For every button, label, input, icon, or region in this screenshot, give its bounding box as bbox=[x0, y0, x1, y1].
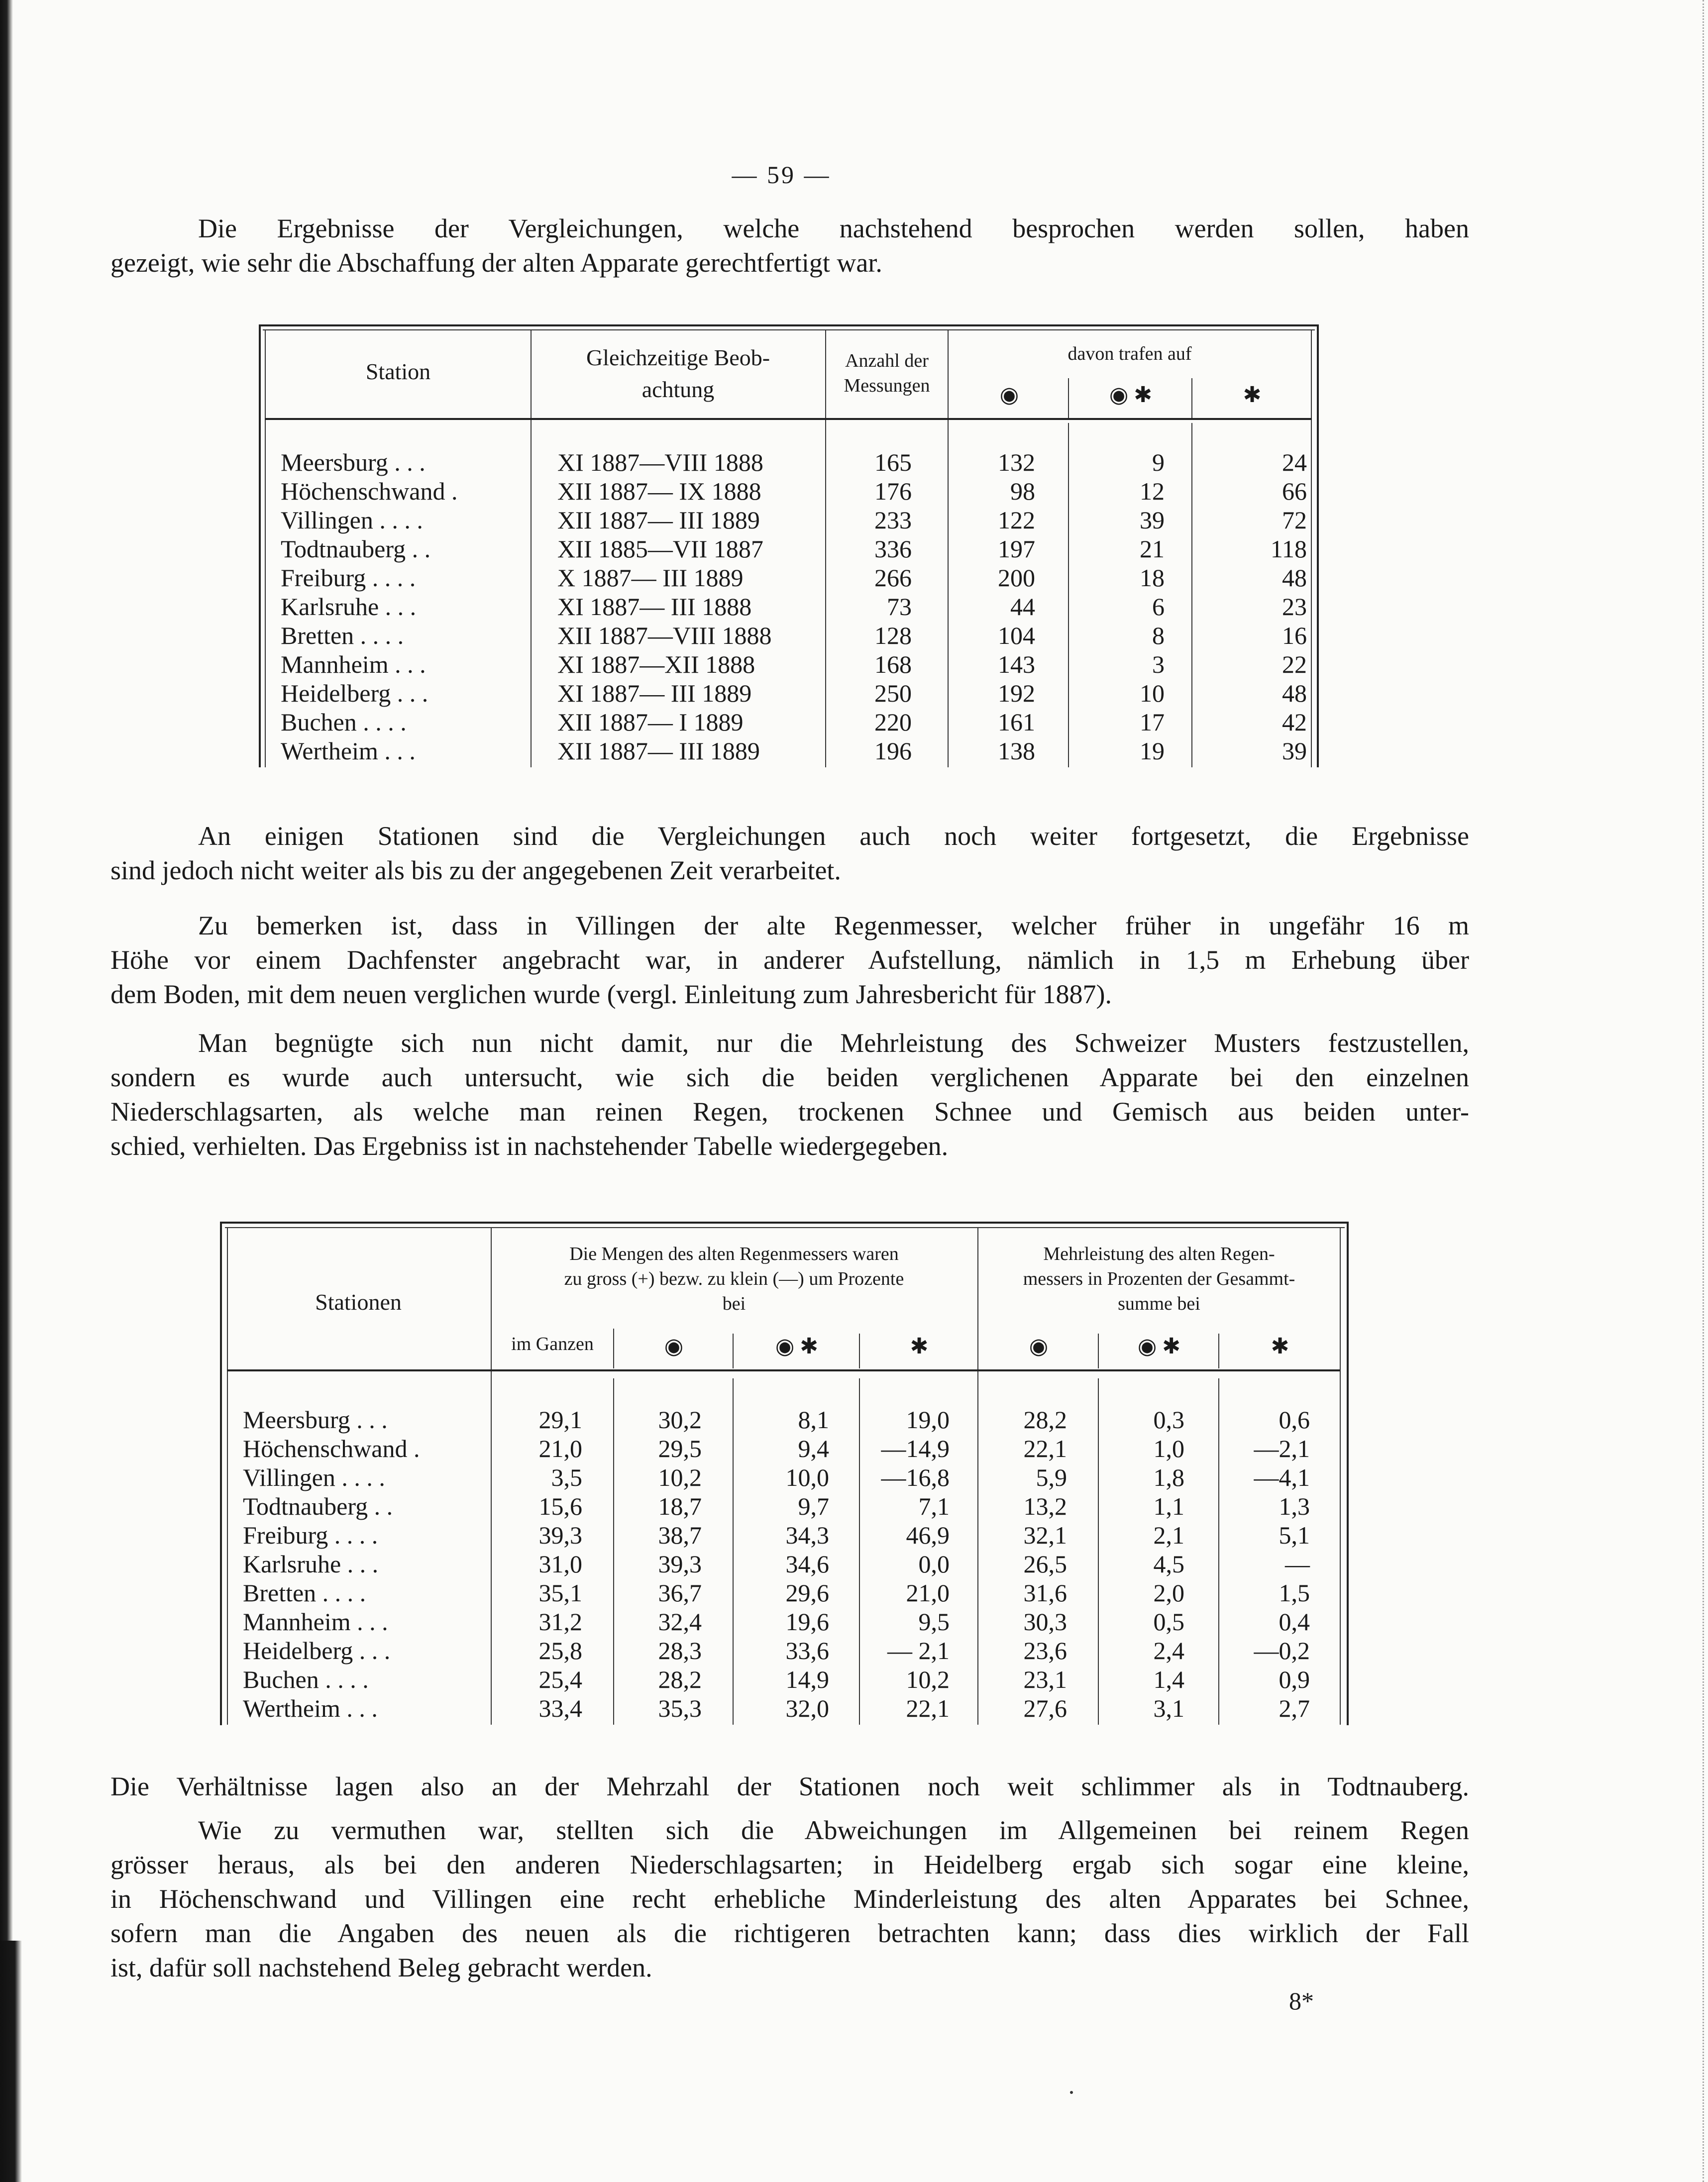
table1-cell-count: 128 bbox=[874, 622, 912, 649]
table1-cell-snow: 24 bbox=[1282, 448, 1307, 476]
table2-cell-rain: 32,4 bbox=[658, 1608, 702, 1636]
table1-cell-rain: 200 bbox=[998, 564, 1035, 592]
table2-cell-p_snow: 1,3 bbox=[1279, 1492, 1310, 1520]
table2-cell-mix: 33,6 bbox=[785, 1637, 829, 1664]
table2-cell-p_snow: 0,4 bbox=[1279, 1608, 1310, 1636]
table2-cell-station: Freiburg . . . . bbox=[243, 1521, 378, 1549]
snow-symbol: ✱ bbox=[910, 1334, 929, 1358]
table1-cell-station: Buchen . . . . bbox=[281, 708, 407, 736]
group-header-2-l1: Mehrleistung des alten Regen- bbox=[1043, 1244, 1275, 1264]
table2-cell-rain: 30,2 bbox=[658, 1406, 702, 1434]
text-line: dem Boden, mit dem neuen verglichen wurde (vergl. Einleitung zum Jahresbericht für 1887). bbox=[110, 979, 1112, 1009]
text-line: gezeigt, wie sehr die Abschaffung der alten Apparate gerechtfertigt war. bbox=[110, 248, 882, 278]
table2-cell-p_mix: 1,1 bbox=[1153, 1492, 1184, 1520]
table2-cell-rain: 28,2 bbox=[658, 1665, 702, 1693]
table2-cell-p_snow: 2,7 bbox=[1279, 1694, 1310, 1722]
text-line: grösser heraus, als bei den anderen Niederschlagsarten; in Heidelberg ergab sich sogar eine kleine, bbox=[110, 1850, 1469, 1879]
table1-cell-count: 168 bbox=[874, 650, 912, 678]
paragraph-4 bbox=[110, 1026, 1469, 1163]
table1-cell-count: 220 bbox=[874, 708, 912, 736]
table1-cell-station: Heidelberg . . . bbox=[281, 679, 428, 707]
rain-symbol: ◉ bbox=[999, 383, 1019, 407]
table2-cell-total: 15,6 bbox=[538, 1492, 582, 1520]
table2-cell-snow: 7,1 bbox=[918, 1492, 950, 1520]
table1-cell-rain: 104 bbox=[998, 622, 1035, 649]
table2-cell-mix: 34,3 bbox=[785, 1521, 829, 1549]
rain-snow-symbol: ◉ ✱ bbox=[775, 1334, 819, 1358]
col-header-observation-l1: Gleichzeitige Beob- bbox=[586, 345, 770, 370]
scan-binding-edge bbox=[0, 0, 13, 2182]
table1-cell-mix: 10 bbox=[1140, 679, 1165, 707]
table2-cell-rain: 35,3 bbox=[658, 1694, 702, 1722]
table1-cell-mix: 21 bbox=[1140, 535, 1165, 563]
group-header-2-l2: messers in Prozenten der Gesammt- bbox=[1023, 1268, 1295, 1289]
table1-cell-period: XII 1887—VIII 1888 bbox=[557, 622, 772, 649]
table1-cell-count: 266 bbox=[874, 564, 912, 592]
table2-cell-rain: 36,7 bbox=[658, 1579, 702, 1607]
table2-cell-p_rain: 31,6 bbox=[1023, 1579, 1067, 1607]
text-line: sind jedoch nicht weiter als bis zu der angegebenen Zeit verarbeitet. bbox=[110, 855, 841, 885]
table2-cell-mix: 9,7 bbox=[798, 1492, 829, 1520]
table1-cell-rain: 44 bbox=[1010, 593, 1035, 621]
snow-symbol: ✱ bbox=[1243, 383, 1262, 407]
table1-cell-station: Mannheim . . . bbox=[281, 650, 426, 678]
table2-cell-total: 29,1 bbox=[538, 1406, 582, 1434]
table1-cell-station: Meersburg . . . bbox=[281, 448, 426, 476]
table2-cell-total: 39,3 bbox=[538, 1521, 582, 1549]
table2-cell-p_mix: 4,5 bbox=[1153, 1550, 1184, 1578]
table2-cell-snow: —16,8 bbox=[881, 1463, 950, 1491]
table2-cell-p_snow: 0,6 bbox=[1279, 1406, 1310, 1434]
table1-cell-period: XII 1885—VII 1887 bbox=[557, 535, 763, 563]
table1-cell-snow: 42 bbox=[1282, 708, 1307, 736]
table1-cell-station: Villingen . . . . bbox=[281, 506, 423, 534]
col-header-observation-l2: achtung bbox=[641, 377, 715, 402]
table1-cell-count: 250 bbox=[874, 679, 912, 707]
paragraph-3 bbox=[110, 909, 1469, 1012]
table2-cell-station: Karlsruhe . . . bbox=[243, 1550, 379, 1578]
table1-cell-snow: 23 bbox=[1282, 593, 1307, 621]
signature-mark: 8* bbox=[1289, 1987, 1314, 2015]
table2-cell-total: 25,4 bbox=[538, 1665, 582, 1693]
table1-cell-count: 73 bbox=[887, 593, 912, 621]
table2-cell-snow: 21,0 bbox=[906, 1579, 950, 1607]
table1-cell-station: Todtnauberg . . bbox=[281, 535, 431, 563]
table1-cell-snow: 72 bbox=[1282, 506, 1307, 534]
table2-cell-mix: 14,9 bbox=[785, 1665, 829, 1693]
text-line: in Höchenschwand und Villingen eine recht erhebliche Minderleistung des alten Apparates bei Schnee, bbox=[110, 1884, 1469, 1914]
rain-symbol: ◉ bbox=[664, 1334, 684, 1358]
table1-cell-rain: 122 bbox=[998, 506, 1035, 534]
col-header-stations: Stationen bbox=[315, 1289, 402, 1315]
table2-cell-p_snow: —2,1 bbox=[1254, 1435, 1310, 1462]
table1-cell-station: Freiburg . . . . bbox=[281, 564, 416, 592]
table1-cell-rain: 98 bbox=[1010, 477, 1035, 505]
table2-cell-p_rain: 30,3 bbox=[1023, 1608, 1067, 1636]
table2-cell-total: 35,1 bbox=[538, 1579, 582, 1607]
table1-cell-mix: 8 bbox=[1152, 622, 1165, 649]
table1-cell-period: XII 1887— III 1889 bbox=[557, 737, 760, 765]
table2-cell-p_mix: 2,0 bbox=[1153, 1579, 1184, 1607]
table1-cell-mix: 9 bbox=[1152, 448, 1165, 476]
col-header-count-l1: Anzahl der bbox=[845, 350, 929, 371]
table2-cell-total: 31,2 bbox=[538, 1608, 582, 1636]
table2-cell-p_rain: 23,1 bbox=[1023, 1665, 1067, 1693]
table1-cell-count: 233 bbox=[874, 506, 912, 534]
table2-cell-p_mix: 0,3 bbox=[1153, 1406, 1184, 1434]
table2-cell-total: 21,0 bbox=[538, 1435, 582, 1462]
scan-right-edge bbox=[1700, 0, 1704, 2182]
text-line: Zu bemerken ist, dass in Villingen der alte Regenmesser, welcher früher in ungefähr 16 m bbox=[198, 911, 1469, 940]
table1-cell-period: XII 1887— I 1889 bbox=[557, 708, 744, 736]
table2-cell-p_mix: 3,1 bbox=[1153, 1694, 1184, 1722]
table2-cell-total: 25,8 bbox=[538, 1637, 582, 1664]
table2-cell-mix: 34,6 bbox=[785, 1550, 829, 1578]
table2-cell-station: Todtnauberg . . bbox=[243, 1492, 393, 1520]
table1-cell-count: 165 bbox=[874, 448, 912, 476]
table1-cell-count: 176 bbox=[874, 477, 912, 505]
table2-cell-p_mix: 1,8 bbox=[1153, 1463, 1184, 1491]
table2-cell-rain: 10,2 bbox=[658, 1463, 702, 1491]
table1-cell-mix: 3 bbox=[1152, 650, 1165, 678]
table1-cell-mix: 18 bbox=[1140, 564, 1165, 592]
table2-cell-snow: 19,0 bbox=[906, 1406, 950, 1434]
table2-cell-p_mix: 2,1 bbox=[1153, 1521, 1184, 1549]
text-line: Höhe vor einem Dachfenster angebracht war, in anderer Aufstellung, nämlich in 1,5 m Erhebung über bbox=[110, 945, 1469, 975]
table2-cell-p_mix: 0,5 bbox=[1153, 1608, 1184, 1636]
table2-cell-mix: 10,0 bbox=[785, 1463, 829, 1491]
table1-cell-period: XII 1887— IX 1888 bbox=[557, 477, 761, 505]
text-line: An einigen Stationen sind die Vergleichungen auch noch weiter fortgesetzt, die Ergebnisse bbox=[198, 821, 1469, 851]
text-line: Niederschlagsarten, als welche man reinen Regen, trockenen Schnee und Gemisch aus beiden unter- bbox=[110, 1097, 1469, 1127]
table2-cell-p_rain: 5,9 bbox=[1036, 1463, 1067, 1491]
table2-cell-p_rain: 13,2 bbox=[1023, 1492, 1067, 1520]
table2-cell-snow: 46,9 bbox=[906, 1521, 950, 1549]
table1-cell-period: X 1887— III 1889 bbox=[557, 564, 744, 592]
text-line: schied, verhielten. Das Ergebniss ist in nachstehender Tabelle wiedergegeben. bbox=[110, 1131, 949, 1161]
table2-cell-mix: 9,4 bbox=[798, 1435, 829, 1462]
table2-cell-p_mix: 2,4 bbox=[1153, 1637, 1184, 1664]
table1-cell-snow: 48 bbox=[1282, 679, 1307, 707]
group-header-1-l1: Die Mengen des alten Regenmessers waren bbox=[569, 1244, 899, 1264]
table1-cell-mix: 19 bbox=[1140, 737, 1165, 765]
table2-cell-p_rain: 26,5 bbox=[1023, 1550, 1067, 1578]
table1-cell-rain: 132 bbox=[998, 448, 1035, 476]
table2-cell-p_rain: 23,6 bbox=[1023, 1637, 1067, 1664]
table1-cell-count: 336 bbox=[874, 535, 912, 563]
text-line: ist, dafür soll nachstehend Beleg gebracht werden. bbox=[110, 1953, 652, 1982]
table2-cell-rain: 38,7 bbox=[658, 1521, 702, 1549]
table2-cell-total: 33,4 bbox=[538, 1694, 582, 1722]
snow-symbol: ✱ bbox=[1271, 1334, 1289, 1358]
text-line: sondern es wurde auch untersucht, wie sich die beiden verglichenen Apparate bei den einzelnen bbox=[110, 1062, 1469, 1092]
page-number: — 59 — bbox=[732, 161, 831, 189]
text-line: Die Ergebnisse der Vergleichungen, welche nachstehend besprochen werden sollen, haben bbox=[198, 213, 1469, 243]
table2-cell-rain: 28,3 bbox=[658, 1637, 702, 1664]
text-line: Wie zu vermuthen war, stellten sich die Abweichungen im Allgemeinen bei reinem Regen bbox=[198, 1815, 1469, 1845]
table2-cell-station: Heidelberg . . . bbox=[243, 1637, 391, 1664]
rain-snow-symbol: ◉ ✱ bbox=[1137, 1334, 1181, 1358]
intro-paragraph bbox=[110, 211, 1469, 280]
table1-cell-snow: 118 bbox=[1270, 535, 1307, 563]
table2-cell-snow: 22,1 bbox=[906, 1694, 950, 1722]
table2-cell-station: Höchenschwand . bbox=[243, 1435, 420, 1462]
table2-cell-station: Bretten . . . . bbox=[243, 1579, 366, 1607]
table2-cell-total: 3,5 bbox=[551, 1463, 582, 1491]
table1-cell-period: XI 1887—XII 1888 bbox=[557, 650, 755, 678]
table2-cell-p_snow: 1,5 bbox=[1279, 1579, 1310, 1607]
table1-cell-rain: 143 bbox=[998, 650, 1035, 678]
table2-cell-total: 31,0 bbox=[538, 1550, 582, 1578]
col-header-station: Station bbox=[365, 359, 431, 384]
group-header-1-l3: bei bbox=[722, 1293, 746, 1314]
scan-binding-edge-lower bbox=[0, 1941, 22, 2182]
table1-cell-period: XI 1887—VIII 1888 bbox=[557, 448, 763, 476]
table1-cell-count: 196 bbox=[874, 737, 912, 765]
table1-cell-rain: 138 bbox=[998, 737, 1035, 765]
table2-cell-p_snow: —0,2 bbox=[1254, 1637, 1310, 1664]
text-line: Die Verhältnisse lagen also an der Mehrzahl der Stationen noch weit schlimmer als in Todtnauberg. bbox=[110, 1771, 1469, 1801]
table2-cell-p_mix: 1,4 bbox=[1153, 1665, 1184, 1693]
table2-cell-p_rain: 27,6 bbox=[1023, 1694, 1067, 1722]
table1-cell-mix: 17 bbox=[1140, 708, 1165, 736]
rain-symbol: ◉ bbox=[1029, 1334, 1049, 1358]
table2-cell-snow: 9,5 bbox=[918, 1608, 950, 1636]
text-line: Man begnügte sich nun nicht damit, nur die Mehrleistung des Schweizer Musters festzustellen, bbox=[198, 1028, 1469, 1058]
table2-cell-snow: 0,0 bbox=[918, 1550, 950, 1578]
table1-cell-mix: 6 bbox=[1152, 593, 1165, 621]
col-header-davon: davon trafen auf bbox=[1068, 343, 1192, 364]
paragraph-6 bbox=[110, 1813, 1469, 1985]
table1-cell-rain: 197 bbox=[998, 535, 1035, 563]
table1-cell-snow: 66 bbox=[1282, 477, 1307, 505]
table2-cell-p_rain: 32,1 bbox=[1023, 1521, 1067, 1549]
table2-cell-p_rain: 22,1 bbox=[1023, 1435, 1067, 1462]
table1-cell-snow: 16 bbox=[1282, 622, 1307, 649]
table1-cell-station: Wertheim . . . bbox=[281, 737, 416, 765]
group-header-1-l2: zu gross (+) bezw. zu klein (—) um Prozente bbox=[564, 1268, 904, 1289]
table2-cell-station: Mannheim . . . bbox=[243, 1608, 388, 1636]
group-header-2-l3: summe bei bbox=[1118, 1293, 1200, 1314]
table2-cell-p_rain: 28,2 bbox=[1023, 1406, 1067, 1434]
table2-cell-p_snow: 0,9 bbox=[1279, 1665, 1310, 1693]
table2-cell-mix: 32,0 bbox=[785, 1694, 829, 1722]
table2-cell-mix: 29,6 bbox=[785, 1579, 829, 1607]
table2-cell-rain: 29,5 bbox=[658, 1435, 702, 1462]
table2-cell-p_snow: 5,1 bbox=[1279, 1521, 1310, 1549]
col-header-count-l2: Messungen bbox=[844, 375, 930, 396]
table1-cell-snow: 48 bbox=[1282, 564, 1307, 592]
table2-cell-snow: — 2,1 bbox=[887, 1637, 950, 1664]
table2-cell-snow: —14,9 bbox=[881, 1435, 950, 1462]
table2-cell-p_snow: — bbox=[1285, 1550, 1310, 1578]
table1-cell-period: XI 1887— III 1888 bbox=[557, 593, 752, 621]
table2-cell-station: Wertheim . . . bbox=[243, 1694, 378, 1722]
table1-cell-rain: 161 bbox=[998, 708, 1035, 736]
stray-mark bbox=[1070, 2091, 1073, 2094]
paragraph-2 bbox=[110, 819, 1469, 888]
table2-cell-snow: 10,2 bbox=[906, 1665, 950, 1693]
table2-cell-p_snow: —4,1 bbox=[1254, 1463, 1310, 1491]
table1-cell-period: XII 1887— III 1889 bbox=[557, 506, 760, 534]
paragraph-5 bbox=[110, 1769, 1469, 1804]
table1-cell-period: XI 1887— III 1889 bbox=[557, 679, 752, 707]
table2-cell-mix: 8,1 bbox=[798, 1406, 829, 1434]
table2-cell-station: Villingen . . . . bbox=[243, 1463, 385, 1491]
table1-cell-rain: 192 bbox=[998, 679, 1035, 707]
table1-cell-mix: 39 bbox=[1140, 506, 1165, 534]
table2-cell-rain: 39,3 bbox=[658, 1550, 702, 1578]
table1-cell-station: Höchenschwand . bbox=[281, 477, 458, 505]
table1-cell-mix: 12 bbox=[1140, 477, 1165, 505]
col-header-total: im Ganzen bbox=[511, 1334, 594, 1354]
text-line: sofern man die Angaben des neuen als die richtigeren betrachten kann; dass dies wirklich der Fall bbox=[110, 1918, 1469, 1948]
table1-cell-snow: 39 bbox=[1282, 737, 1307, 765]
table2-cell-p_mix: 1,0 bbox=[1153, 1435, 1184, 1462]
table1-cell-station: Karlsruhe . . . bbox=[281, 593, 417, 621]
table2-cell-station: Meersburg . . . bbox=[243, 1406, 388, 1434]
table1-cell-snow: 22 bbox=[1282, 650, 1307, 678]
table1-cell-station: Bretten . . . . bbox=[281, 622, 404, 649]
table2-cell-mix: 19,6 bbox=[785, 1608, 829, 1636]
table2-cell-station: Buchen . . . . bbox=[243, 1665, 369, 1693]
table2-cell-rain: 18,7 bbox=[658, 1492, 702, 1520]
rain-snow-symbol: ◉ ✱ bbox=[1109, 383, 1153, 407]
